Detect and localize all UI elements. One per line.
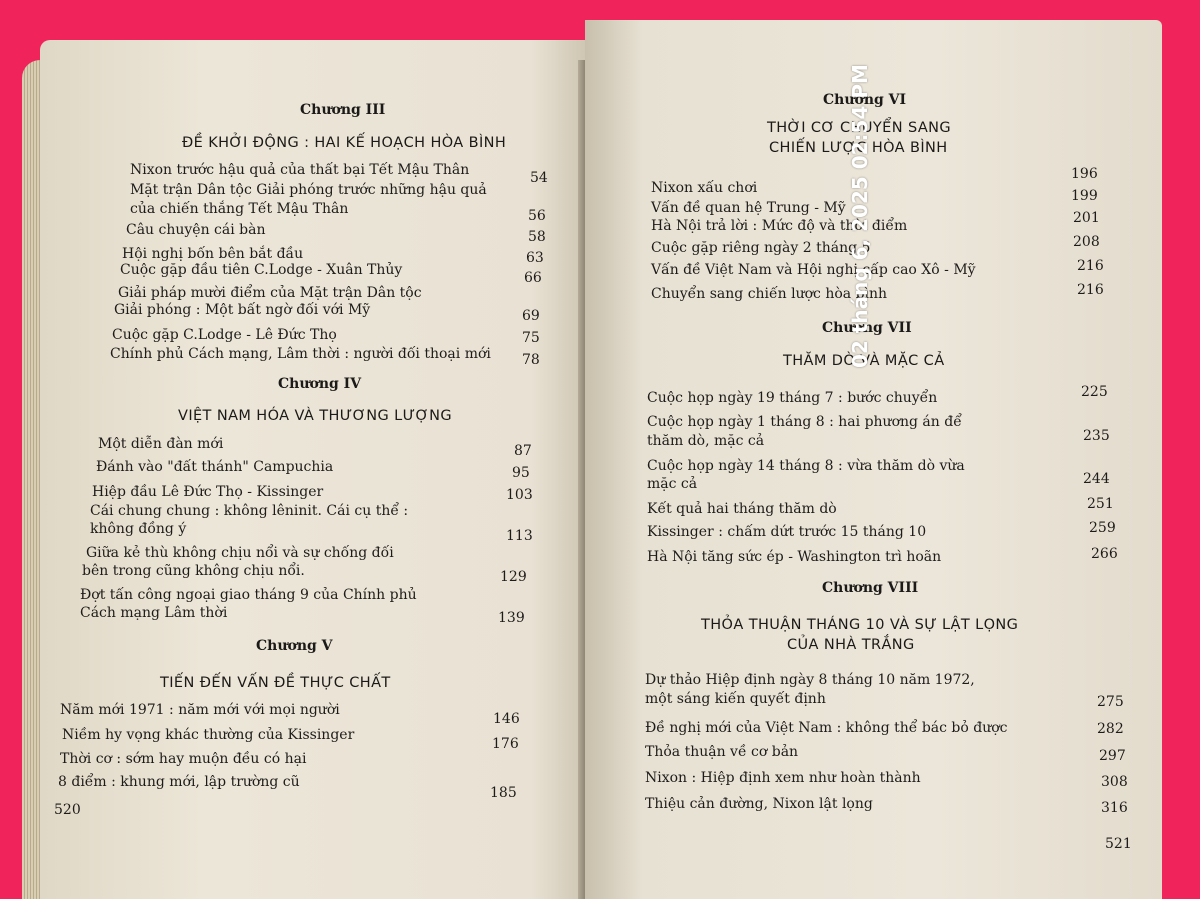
toc-page: 235: [1083, 428, 1110, 444]
toc-line: mặc cả: [647, 476, 698, 492]
toc-page: 316: [1101, 800, 1128, 816]
chapter-heading: Chương III: [300, 102, 386, 118]
toc-line: Cái chung chung : không lêninit. Cái cụ thể :: [90, 503, 409, 519]
page-number: 521: [1105, 836, 1132, 852]
toc-line: Nixon trước hậu quả của thất bại Tết Mậu Thân: [130, 162, 470, 178]
toc-line: Niềm hy vọng khác thường của Kissinger: [62, 727, 355, 743]
toc-line: Cuộc họp ngày 14 tháng 8 : vừa thăm dò vừa: [647, 458, 965, 474]
toc-line: Cuộc họp ngày 1 tháng 8 : hai phương án để: [647, 414, 962, 430]
toc-line: Cách mạng Lâm thời: [80, 605, 228, 621]
toc-line: Nixon xấu chơi: [651, 180, 758, 196]
right-page: [585, 20, 1162, 899]
toc-page: 113: [506, 528, 533, 544]
toc-line: Đề nghị mới của Việt Nam : không thể bác bỏ được: [645, 720, 1008, 736]
page-number: 520: [54, 802, 81, 818]
toc-line: Chuyển sang chiến lược hòa bình: [651, 286, 888, 302]
toc-page: 54: [530, 170, 548, 186]
toc-page: 266: [1091, 546, 1118, 562]
toc-line: thăm dò, mặc cả: [647, 433, 765, 449]
toc-line: Giữa kẻ thù không chịu nổi và sự chống đối: [86, 545, 394, 561]
toc-page: 75: [522, 330, 540, 346]
toc-line: không đồng ý: [90, 521, 187, 537]
toc-line: Thiệu cản đường, Nixon lật lọng: [645, 796, 873, 812]
toc-page: 259: [1089, 520, 1116, 536]
toc-line: Vấn đề quan hệ Trung - Mỹ: [651, 200, 846, 216]
toc-line: 8 điểm : khung mới, lập trường cũ: [58, 774, 300, 790]
toc-page: 78: [522, 352, 540, 368]
toc-line: Đợt tấn công ngoại giao tháng 9 của Chính phủ: [80, 587, 417, 603]
toc-page: 66: [524, 270, 542, 286]
toc-line: Cuộc họp ngày 19 tháng 7 : bước chuyển: [647, 390, 938, 406]
toc-line: Hà Nội trả lời : Mức độ và thời điểm: [651, 218, 908, 234]
chapter-heading: Chương VI: [823, 92, 907, 108]
toc-page: 199: [1071, 188, 1098, 204]
toc-line: Câu chuyện cái bàn: [126, 222, 266, 238]
toc-page: 196: [1071, 166, 1098, 182]
toc-page: 282: [1097, 721, 1124, 737]
toc-line: một sáng kiến quyết định: [645, 691, 826, 707]
toc-line: Thời cơ : sớm hay muộn đều có hại: [60, 751, 307, 767]
toc-line: Hiệp đầu Lê Đức Thọ - Kissinger: [92, 484, 324, 500]
toc-page: 208: [1073, 234, 1100, 250]
toc-line: Đánh vào "đất thánh" Campuchia: [96, 459, 334, 475]
toc-line: Vấn đề Việt Nam và Hội nghị cấp cao Xô - Mỹ: [651, 262, 976, 278]
toc-page: 244: [1083, 471, 1110, 487]
toc-page: 225: [1081, 384, 1108, 400]
toc-line: Năm mới 1971 : năm mới với mọi người: [60, 702, 340, 718]
toc-line: Mặt trận Dân tộc Giải phóng trước những hậu quả: [130, 182, 487, 198]
chapter-title: CỦA NHÀ TRẮNG: [787, 637, 915, 653]
toc-page: 275: [1097, 694, 1124, 710]
photo-timestamp: 02 tháng 6, 2025 02:54 PM: [848, 64, 873, 368]
chapter-title: THĂM DÒ VÀ MẶC CẢ: [783, 353, 945, 369]
toc-line: Kissinger : chấm dứt trước 15 tháng 10: [647, 524, 927, 540]
chapter-heading: Chương V: [256, 638, 333, 654]
toc-page: 201: [1073, 210, 1100, 226]
toc-line: Hội nghị bốn bên bắt đầu: [122, 246, 304, 262]
toc-page: 56: [528, 208, 546, 224]
toc-line: Cuộc gặp C.Lodge - Lê Đức Thọ: [112, 327, 337, 343]
chapter-heading: Chương VII: [822, 320, 912, 336]
toc-page: 146: [493, 711, 520, 727]
toc-page: 185: [490, 785, 517, 801]
toc-line: Thỏa thuận về cơ bản: [645, 744, 799, 760]
toc-page: 176: [492, 736, 519, 752]
toc-line: Cuộc gặp đầu tiên C.Lodge - Xuân Thủy: [120, 262, 403, 278]
toc-page: 58: [528, 229, 546, 245]
toc-page: 251: [1087, 496, 1114, 512]
chapter-title: THỜI CƠ CHUYỂN SANG: [767, 120, 952, 136]
toc-page: 139: [498, 610, 525, 626]
chapter-title: CHIẾN LƯỢC HÒA BÌNH: [769, 140, 948, 156]
toc-line: Một diễn đàn mới: [98, 436, 224, 452]
toc-line: Hà Nội tăng sức ép - Washington trì hoãn: [647, 549, 942, 565]
toc-page: 308: [1101, 774, 1128, 790]
toc-line: Giải phóng : Một bất ngờ đối với Mỹ: [114, 302, 371, 318]
chapter-title: VIỆT NAM HÓA VÀ THƯƠNG LƯỢNG: [178, 408, 452, 424]
chapter-heading: Chương VIII: [822, 580, 919, 596]
toc-line: Giải pháp mười điểm của Mặt trận Dân tộc: [118, 285, 422, 301]
toc-line: Cuộc gặp riêng ngày 2 tháng 5: [651, 240, 871, 256]
toc-page: 69: [522, 308, 540, 324]
chapter-title: TIẾN ĐẾN VẤN ĐỀ THỰC CHẤT: [160, 675, 391, 691]
left-page: [40, 40, 585, 899]
toc-line: Chính phủ Cách mạng, Lâm thời : người đối thoại mới: [110, 346, 491, 362]
toc-page: 87: [514, 443, 532, 459]
toc-line: Nixon : Hiệp định xem như hoàn thành: [645, 770, 921, 786]
toc-line: Dự thảo Hiệp định ngày 8 tháng 10 năm 1972,: [645, 672, 975, 688]
toc-page: 216: [1077, 258, 1104, 274]
toc-line: của chiến thắng Tết Mậu Thân: [130, 201, 349, 217]
toc-page: 216: [1077, 282, 1104, 298]
toc-page: 103: [506, 487, 533, 503]
chapter-title: ĐỀ KHỞI ĐỘNG : HAI KẾ HOẠCH HÒA BÌNH: [182, 135, 507, 151]
toc-page: 95: [512, 465, 530, 481]
chapter-title: THỎA THUẬN THÁNG 10 VÀ SỰ LẬT LỌNG: [701, 617, 1019, 633]
toc-page: 297: [1099, 748, 1126, 764]
toc-page: 129: [500, 569, 527, 585]
toc-line: bên trong cũng không chịu nổi.: [82, 563, 305, 579]
toc-page: 63: [526, 250, 544, 266]
chapter-heading: Chương IV: [278, 376, 362, 392]
toc-line: Kết quả hai tháng thăm dò: [647, 501, 837, 517]
